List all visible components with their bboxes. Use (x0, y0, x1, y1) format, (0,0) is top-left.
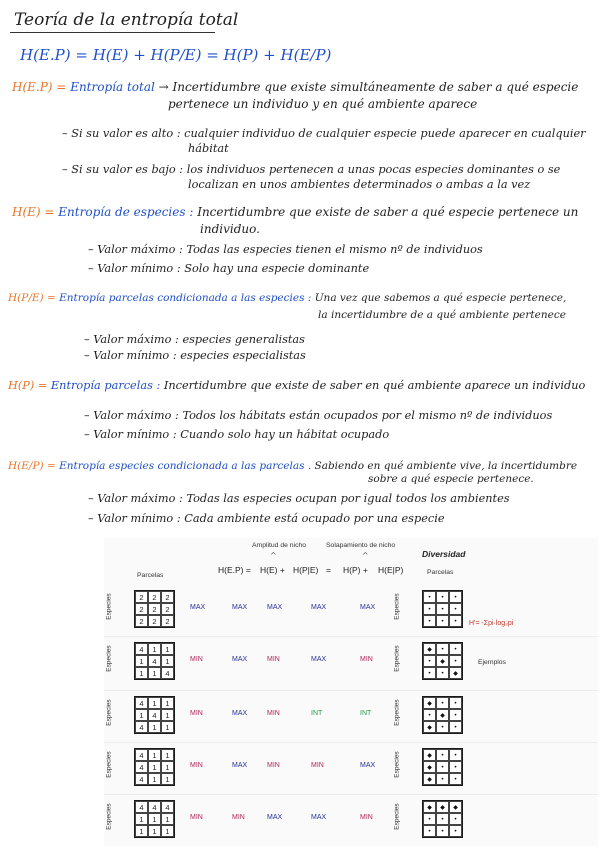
entropy-value: MAX (232, 604, 248, 611)
grid-cell: 4 (135, 773, 148, 785)
grid-cell: 4 (148, 801, 161, 813)
dot-cell: • (423, 615, 436, 627)
dot-cell: • (436, 667, 449, 679)
dot-cell: • (436, 749, 449, 761)
row-separator (104, 794, 598, 795)
grid-cell: 4 (135, 761, 148, 773)
dot-cell: • (423, 709, 436, 721)
dot-cell: ◆ (423, 761, 436, 773)
entropy-value: MAX (232, 710, 248, 717)
item-label: – Si su valor es bajo : (62, 163, 184, 176)
header-equals: = (326, 565, 331, 575)
grid-cell: 4 (135, 643, 148, 655)
entropy-value: MIN (232, 814, 245, 821)
dot-cell: ◆ (436, 655, 449, 667)
grid-cell: 4 (161, 801, 174, 813)
page-title: Teoría de la entropía total (14, 10, 239, 30)
dot-cell: ◆ (436, 709, 449, 721)
dot-cell: • (449, 773, 462, 785)
dot-cell: • (423, 813, 436, 825)
item-valor-maximo (88, 243, 483, 256)
item-text: cualquier individuo de cualquier especie puede aparecer en cualquier (184, 127, 586, 140)
item-valor-minimo (84, 428, 389, 441)
note-amplitud-nicho: Amplitud de nicho (252, 542, 307, 549)
entropy-value: MAX (190, 604, 206, 611)
item-text: especies generalistas (182, 333, 305, 346)
grid-cell: 1 (148, 825, 161, 837)
dot-cell: • (436, 761, 449, 773)
section-entropia-especies-cond-parcelas (8, 460, 577, 472)
grid-cell: 1 (135, 655, 148, 667)
grid-cell: 1 (148, 667, 161, 679)
dot-cell: • (423, 603, 436, 615)
entropy-value: MAX (232, 656, 248, 663)
label-especies: Especies (105, 699, 113, 726)
dot-cell: ◆ (436, 801, 449, 813)
diversity-dot-grid (422, 590, 463, 628)
dot-cell: • (423, 591, 436, 603)
header-he: H(E) + (260, 565, 285, 575)
dot-cell: • (449, 643, 462, 655)
dot-cell: • (449, 813, 462, 825)
item-label: – Valor máximo : (88, 492, 183, 505)
dot-cell: • (449, 697, 462, 709)
dot-cell: • (436, 697, 449, 709)
label-especies: Especies (105, 803, 113, 830)
item-valor-minimo (88, 262, 369, 275)
shannon-formula: H'= -Σpi·log₂pi (469, 620, 514, 627)
dot-cell: • (449, 603, 462, 615)
grid-cell: 1 (161, 825, 174, 837)
item-label: – Valor mínimo : (84, 349, 177, 362)
grid-cell: 1 (135, 813, 148, 825)
symbol: H(E) = (12, 205, 55, 219)
section-entropia-parcelas (8, 379, 585, 392)
dot-cell: ◆ (449, 667, 462, 679)
header-diversidad: Diversidad (422, 549, 466, 559)
grid-cell: 1 (161, 643, 174, 655)
header-parcelas: Parcelas (137, 572, 164, 579)
item-valor-minimo (88, 512, 445, 525)
item-text: Cuando solo hay un hábitat ocupado (180, 428, 390, 441)
item-text: los individuos pertenecen a unas pocas especies dominantes o se (186, 163, 561, 176)
symbol: H(P) = (8, 379, 48, 392)
entropy-value: INT (311, 710, 323, 717)
abundance-grid (134, 696, 175, 734)
dot-cell: • (436, 721, 449, 733)
label-ejemplos: Ejemplos (478, 659, 506, 666)
label-especies: Especies (105, 645, 113, 672)
item-text: Solo hay una especie dominante (184, 262, 370, 275)
caret-icon: ^ (270, 551, 277, 560)
entropy-value: MIN (360, 656, 373, 663)
grid-cell: 1 (161, 655, 174, 667)
grid-cell: 4 (135, 697, 148, 709)
abundance-grid (134, 800, 175, 838)
grid-cell: 2 (135, 615, 148, 627)
entropy-value: MAX (267, 604, 283, 611)
grid-cell: 1 (161, 697, 174, 709)
item-text-cont: hábitat (188, 142, 229, 155)
note-solapamiento-nicho: Solapamiento de nicho (326, 542, 396, 549)
label-especies: Especies (393, 645, 401, 672)
dot-cell: • (449, 825, 462, 837)
row-separator (104, 690, 598, 691)
dot-cell: ◆ (423, 721, 436, 733)
entropy-value: INT (360, 710, 372, 717)
grid-cell: 1 (135, 709, 148, 721)
dot-cell: • (436, 615, 449, 627)
grid-cell: 1 (148, 643, 161, 655)
grid-cell: 4 (148, 709, 161, 721)
grid-cell: 1 (161, 813, 174, 825)
item-label: – Valor mínimo : (88, 262, 181, 275)
entropy-value: MAX (311, 814, 327, 821)
header-hpe: H(P|E) (293, 565, 319, 575)
item-text: Cada ambiente está ocupado por una especie (184, 512, 445, 525)
grid-cell: 2 (161, 615, 174, 627)
diversity-dot-grid (422, 800, 463, 838)
grid-cell: 1 (161, 773, 174, 785)
grid-cell: 1 (161, 749, 174, 761)
entropy-value: MAX (311, 604, 327, 611)
abundance-grid (134, 748, 175, 786)
section-name: Entropía especies condicionada a las parcelas . (59, 460, 312, 472)
entropy-value: MAX (267, 814, 283, 821)
grid-cell: 4 (135, 801, 148, 813)
entropy-examples-table (104, 538, 598, 846)
dot-cell: • (436, 773, 449, 785)
entropy-value: MIN (190, 710, 203, 717)
grid-cell: 2 (148, 591, 161, 603)
item-label: – Valor máximo : (84, 409, 179, 422)
description-cont: la incertidumbre de a qué ambiente pertenece (318, 309, 566, 321)
dot-cell: • (423, 667, 436, 679)
dot-cell: ◆ (423, 749, 436, 761)
description: Incertidumbre que existe de saber en qué ambiente aparece un individuo (163, 379, 586, 392)
item-text: especies especialistas (180, 349, 306, 362)
description: Una vez que sabemos a qué especie pertenece, (314, 292, 567, 304)
item-valor-alto (62, 127, 586, 140)
dot-cell: • (436, 825, 449, 837)
dot-cell: • (436, 643, 449, 655)
item-valor-maximo (84, 333, 305, 346)
section-entropia-parcelas-cond-especies (8, 292, 566, 304)
header-parcelas-diversidad: Parcelas (427, 569, 454, 576)
entropy-value: MIN (190, 814, 203, 821)
section-entropia-total (12, 80, 578, 94)
grid-cell: 1 (161, 761, 174, 773)
section-name: Entropía total (70, 80, 155, 94)
dot-cell: • (436, 591, 449, 603)
item-valor-maximo (88, 492, 510, 505)
item-text-cont: localizan en unos ambientes determinados o ambas a la vez (188, 178, 531, 191)
dot-cell: • (449, 591, 462, 603)
grid-cell: 1 (148, 813, 161, 825)
label-especies: Especies (105, 593, 113, 620)
section-name: Entropía parcelas condicionada a las especies : (59, 292, 312, 304)
caret-icon: ^ (362, 551, 369, 560)
grid-cell: 4 (161, 667, 174, 679)
dot-cell: ◆ (423, 773, 436, 785)
dot-cell: • (449, 721, 462, 733)
symbol: H(E.P) = (12, 80, 67, 94)
label-especies: Especies (393, 751, 401, 778)
item-label: – Si su valor es alto : (62, 127, 181, 140)
dot-cell: • (449, 709, 462, 721)
item-valor-bajo (62, 163, 560, 176)
entropy-value: MIN (360, 814, 373, 821)
entropy-value: MIN (190, 656, 203, 663)
grid-cell: 4 (135, 749, 148, 761)
item-label: – Valor mínimo : (84, 428, 177, 441)
dot-cell: • (436, 813, 449, 825)
dot-cell: • (423, 825, 436, 837)
diversity-dot-grid (422, 696, 463, 734)
symbol: H(P/E) = (8, 292, 56, 304)
item-valor-minimo (84, 349, 306, 362)
diversity-dot-grid (422, 748, 463, 786)
symbol: H(E/P) = (8, 460, 56, 472)
grid-cell: 1 (148, 761, 161, 773)
entropy-value: MAX (360, 604, 376, 611)
grid-cell: 1 (148, 721, 161, 733)
grid-cell: 2 (148, 615, 161, 627)
header-hep: H(E.P) = (218, 565, 251, 575)
entropy-value: MIN (267, 762, 280, 769)
entropy-value: MIN (190, 762, 203, 769)
grid-cell: 1 (135, 825, 148, 837)
header-hp: H(P) + (343, 565, 368, 575)
entropy-value: MIN (267, 656, 280, 663)
grid-cell: 1 (148, 749, 161, 761)
description-cont: pertenece un individuo y en qué ambiente aparece (168, 97, 478, 111)
row-separator (104, 742, 598, 743)
description-cont: sobre a qué especie pertenece. (368, 473, 534, 485)
grid-cell: 2 (161, 591, 174, 603)
label-especies: Especies (393, 803, 401, 830)
item-label: – Valor máximo : (84, 333, 179, 346)
entropy-value: MIN (311, 762, 324, 769)
dot-cell: ◆ (423, 643, 436, 655)
entropy-value: MAX (232, 762, 248, 769)
dot-cell: • (449, 615, 462, 627)
grid-cell: 1 (148, 773, 161, 785)
entropy-value: MAX (360, 762, 376, 769)
item-label: – Valor mínimo : (88, 512, 181, 525)
grid-cell: 1 (148, 697, 161, 709)
dot-cell: • (449, 761, 462, 773)
header-hep2: H(E|P) (378, 565, 404, 575)
section-name: Entropía de especies : (58, 205, 194, 219)
arrow: → (158, 80, 169, 94)
description: Incertidumbre que existe de saber a qué especie pertenece un (197, 205, 579, 219)
grid-cell: 1 (135, 667, 148, 679)
label-especies: Especies (393, 593, 401, 620)
label-especies: Especies (105, 751, 113, 778)
description-cont: individuo. (200, 222, 260, 236)
grid-cell: 1 (161, 709, 174, 721)
grid-cell: 2 (135, 603, 148, 615)
section-entropia-especies (12, 205, 578, 219)
description: Incertidumbre que existe simultáneamente de saber a qué especie (172, 80, 579, 94)
dot-cell: ◆ (423, 801, 436, 813)
entropy-value: MAX (311, 656, 327, 663)
dot-cell: ◆ (423, 697, 436, 709)
item-label: – Valor máximo : (88, 243, 183, 256)
label-especies: Especies (393, 699, 401, 726)
item-text: Todas las especies tienen el mismo nº de individuos (186, 243, 483, 256)
grid-cell: 2 (148, 603, 161, 615)
grid-cell: 1 (161, 721, 174, 733)
title-underline (10, 32, 215, 33)
abundance-grid (134, 590, 175, 628)
grid-cell: 4 (135, 721, 148, 733)
dot-cell: • (449, 655, 462, 667)
entropy-value: MIN (267, 710, 280, 717)
dot-cell: ◆ (449, 801, 462, 813)
item-text: Todos los hábitats están ocupados por el mismo nº de individuos (182, 409, 553, 422)
row-separator (104, 636, 598, 637)
grid-cell: 4 (148, 655, 161, 667)
section-name: Entropía parcelas : (50, 379, 161, 392)
item-valor-maximo (84, 409, 552, 422)
item-text: Todas las especies ocupan por igual todos los ambientes (186, 492, 510, 505)
main-equation: H(E.P) = H(E) + H(P/E) = H(P) + H(E/P) (20, 46, 332, 64)
dot-cell: • (449, 749, 462, 761)
grid-cell: 2 (135, 591, 148, 603)
abundance-grid (134, 642, 175, 680)
dot-cell: • (423, 655, 436, 667)
diversity-dot-grid (422, 642, 463, 680)
grid-cell: 2 (161, 603, 174, 615)
dot-cell: • (436, 603, 449, 615)
description: Sabiendo en qué ambiente vive, la incertidumbre (314, 460, 578, 472)
